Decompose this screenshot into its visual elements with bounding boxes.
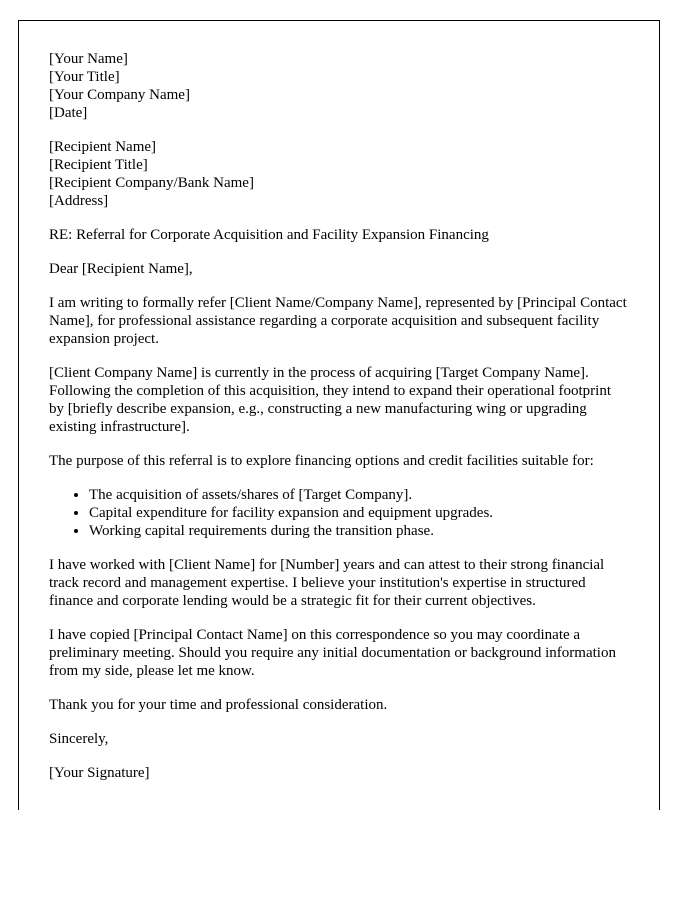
sender-company: [Your Company Name] [49, 87, 190, 103]
body-paragraph: I have copied [Principal Contact Name] on this correspondence so you may coordinate a preliminary meeting. Should you require any initial documentation or background information from my side, please let me know. [49, 627, 616, 679]
subject-line: RE: Referral for Corporate Acquisition and Facility Expansion Financing [49, 227, 489, 243]
body-paragraph: [Client Company Name] is currently in the process of acquiring [Target Company Name]. Following the completion of this acquisition, they intend to expand their operational footprint by [briefly describe expansion, e.g., constructing a new manufacturing wing or upgrading existing infrastructure]. [49, 365, 611, 435]
sender-title: [Your Title] [49, 69, 120, 85]
recipient-block [49, 138, 659, 210]
sender-name: [Your Name] [49, 51, 128, 67]
body-paragraph: I am writing to formally refer [Client Name/Company Name], represented by [Principal Contact Name], for professional assistance regarding a corporate acquisition and subsequent facility expansion project. [49, 295, 627, 347]
sender-block [49, 50, 659, 122]
salutation: Dear [Recipient Name], [49, 261, 193, 277]
body-paragraph: I have worked with [Client Name] for [Number] years and can attest to their strong financial track record and management expertise. I believe your institution's expertise in structured finance and corporate lending would be a strategic fit for their current objectives. [49, 557, 605, 609]
letter-page [18, 20, 660, 810]
letter-date: [Date] [49, 105, 88, 121]
recipient-address: [Address] [49, 193, 109, 209]
recipient-company: [Recipient Company/Bank Name] [49, 175, 254, 191]
list-item: • The acquisition of assets/shares of [Target Company]. [89, 486, 659, 504]
signature-placeholder: [Your Signature] [49, 765, 150, 781]
body-paragraph: Thank you for your time and professional consideration. [49, 697, 388, 713]
recipient-title: [Recipient Title] [49, 157, 148, 173]
recipient-name: [Recipient Name] [49, 139, 157, 155]
signoff: Sincerely, [49, 731, 109, 747]
financing-purpose-list [49, 486, 659, 540]
body-paragraph: The purpose of this referral is to explore financing options and credit facilities suitable for: [49, 453, 594, 469]
list-item: • Capital expenditure for facility expansion and equipment upgrades. [89, 504, 659, 522]
list-item: • Working capital requirements during the transition phase. [89, 522, 659, 540]
